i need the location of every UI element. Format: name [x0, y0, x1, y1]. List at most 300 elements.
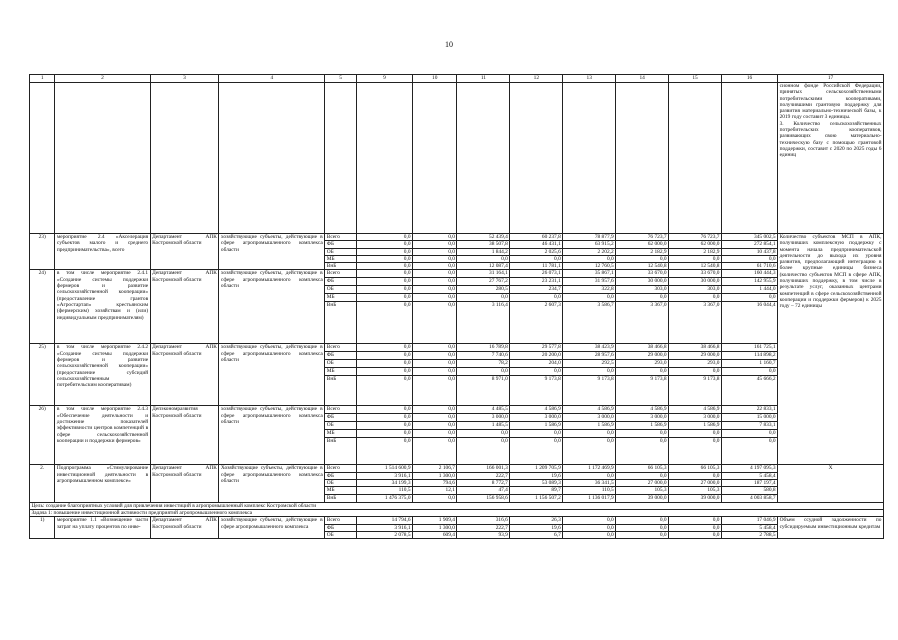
- value-cell: 5 458,4: [722, 472, 778, 479]
- value-cell: 0,0: [356, 302, 412, 344]
- value-cell: 0,0: [356, 438, 412, 465]
- value-cell: 3 000,0: [563, 414, 616, 422]
- responsible-executor: Департамент АПК Костромской области: [150, 234, 219, 270]
- value-cell: 3 116,4: [457, 302, 510, 344]
- value-cell: 0,0: [457, 438, 510, 465]
- value-cell: 794,6: [413, 480, 457, 487]
- value-cell: 110,5: [356, 487, 412, 494]
- recipients: хозяйствующие субъекты, действующие в сфере агропромышленного комплекса области: [219, 406, 325, 465]
- value-cell: 46 431,1: [510, 241, 563, 248]
- funding-source: ОБ: [325, 531, 357, 538]
- value-cell: 0,0: [563, 438, 616, 465]
- measure-name: Подпрограмма «Стимулирование инвестиционной деятельности в агропромышленном комплексе»: [55, 465, 150, 502]
- value-cell: 15 000,0: [722, 414, 778, 422]
- value-cell: 9 173,8: [563, 376, 616, 406]
- value-cell: 17 046,9: [722, 517, 778, 524]
- value-cell: 303,0: [669, 286, 722, 294]
- funding-source: ФБ: [325, 472, 357, 479]
- value-cell: 9 173,8: [669, 376, 722, 406]
- value-cell: 0,0: [722, 438, 778, 465]
- value-cell: 0,0: [356, 406, 412, 414]
- row-number: 24): [30, 270, 55, 344]
- row-number: 1): [30, 517, 55, 539]
- value-cell: 280,5: [457, 286, 510, 294]
- value-cell: 20 200,0: [510, 352, 563, 360]
- value-cell: 293,0: [669, 360, 722, 368]
- value-cell: 45 666,2: [722, 376, 778, 406]
- value-cell: 28 957,6: [563, 352, 616, 360]
- value-cell: 0,0: [563, 524, 616, 531]
- value-cell: 0,0: [669, 430, 722, 438]
- value-cell: 0,0: [563, 430, 616, 438]
- value-cell: 0,0: [356, 344, 412, 352]
- value-cell: 62 000,0: [669, 241, 722, 248]
- value-cell: 234,7: [510, 286, 563, 294]
- value-cell: 0,0: [356, 286, 412, 294]
- funding-source: ВнБ: [325, 438, 357, 465]
- value-cell: 0,0: [413, 430, 457, 438]
- value-cell: 0,0: [356, 263, 412, 270]
- value-cell: 3 000,0: [669, 414, 722, 422]
- value-cell: 0,0: [510, 438, 563, 465]
- value-cell: 38 507,8: [457, 241, 510, 248]
- value-cell: 29 577,8: [510, 344, 563, 352]
- value-cell: 63 915,2: [563, 241, 616, 248]
- value-cell: 1 586,9: [669, 422, 722, 430]
- value-cell: 3 367,0: [616, 302, 669, 344]
- value-cell: 1 476 375,0: [356, 494, 412, 502]
- value-cell: 0,0: [457, 294, 510, 302]
- funding-source: ВнБ: [325, 376, 357, 406]
- value-cell: 39 000,0: [669, 494, 722, 502]
- value-cell: 0,0: [356, 248, 412, 255]
- value-cell: 2 025,6: [510, 248, 563, 255]
- value-cell: 105,3: [616, 487, 669, 494]
- value-cell: 0,0: [413, 234, 457, 241]
- value-cell: 0,0: [669, 294, 722, 302]
- measure-name: мероприятие 1.1 «Возмещение части затрат на уплату процентов по инве-: [55, 517, 150, 539]
- value-cell: 33 670,0: [616, 270, 669, 278]
- col-header: 2: [55, 75, 150, 83]
- funding-source: Всего: [325, 234, 357, 241]
- value-cell: 8 971,0: [457, 376, 510, 406]
- table-body: [30, 75, 884, 539]
- value-cell: 34 199,3: [356, 480, 412, 487]
- value-cell: 204,0: [510, 360, 563, 368]
- funding-source: Всего: [325, 465, 357, 472]
- table-row: [30, 270, 884, 278]
- funding-source: ФБ: [325, 352, 357, 360]
- value-cell: 609,4: [413, 531, 457, 538]
- value-cell: 11 781,1: [510, 263, 563, 270]
- value-cell: 0,0: [616, 430, 669, 438]
- value-cell: 1 485,5: [457, 422, 510, 430]
- value-cell: 0,0: [669, 472, 722, 479]
- value-cell: 0,0: [722, 368, 778, 376]
- value-cell: 0,0: [413, 302, 457, 344]
- value-cell: 78 877,9: [563, 234, 616, 241]
- value-cell: 89,7: [510, 487, 563, 494]
- value-cell: 3 916,1: [356, 524, 412, 531]
- value-cell: 27 000,0: [669, 480, 722, 487]
- row-number: 26): [30, 406, 55, 465]
- value-cell: 0,0: [722, 255, 778, 262]
- value-cell: 345 002,5: [722, 234, 778, 241]
- value-cell: 47,4: [457, 487, 510, 494]
- responsible-executor: Департамент АПК Костромской области: [150, 344, 219, 406]
- value-cell: 0,0: [356, 422, 412, 430]
- col-header: 16: [722, 75, 778, 83]
- responsible-executor: Депэкономразвития Костромской области: [150, 406, 219, 465]
- value-cell: 22 833,1: [722, 406, 778, 414]
- value-cell: 30 000,0: [669, 278, 722, 286]
- value-cell: 0,0: [669, 531, 722, 538]
- value-cell: 0,0: [563, 368, 616, 376]
- value-cell: 161 725,1: [722, 344, 778, 352]
- value-cell: 3 000,0: [510, 414, 563, 422]
- value-cell: 0,0: [356, 360, 412, 368]
- table-row: [30, 517, 884, 524]
- value-cell: 8 772,7: [457, 480, 510, 487]
- funding-source: ВнБ: [325, 263, 357, 270]
- value-cell: 52 439,4: [457, 234, 510, 241]
- value-cell: 76 723,7: [616, 234, 669, 241]
- value-cell: 4 003 858,7: [722, 494, 778, 502]
- value-cell: 12 087,4: [457, 263, 510, 270]
- col-header: 17: [778, 75, 884, 83]
- value-cell: 4 586,9: [510, 406, 563, 414]
- value-cell: 12 540,8: [616, 263, 669, 270]
- value-cell: 14 794,6: [356, 517, 412, 524]
- value-cell: 0,0: [413, 494, 457, 502]
- value-cell: 2 182,9: [669, 248, 722, 255]
- value-cell: 38 466,8: [616, 344, 669, 352]
- value-cell: 4 586,9: [669, 406, 722, 414]
- value-cell: 0,0: [413, 270, 457, 278]
- value-cell: 0,0: [616, 368, 669, 376]
- indicator-note-msp: Количество субъектов МСП в АПК, получивших комплексную поддержку с момента начала предпринимательской деятельности до выхода их уровня развития, предполагающий интеграцию в более крупные единицы бизнеса (количество субъектов МСП в сфере АПК, получивших поддержку, в том числе в результате услуг, оказанных центрами компетенций в сфере сельскохозяйственной кооперации и поддержки фермеров) к 2025 году – 72 единицы: [778, 234, 884, 465]
- col-header: 13: [563, 75, 616, 83]
- value-cell: 0,0: [669, 255, 722, 262]
- value-cell: 0,0: [669, 524, 722, 531]
- value-cell: 78,2: [457, 360, 510, 368]
- funding-source: ФБ: [325, 278, 357, 286]
- value-cell: 0,0: [413, 278, 457, 286]
- value-cell: 0,0: [413, 294, 457, 302]
- value-cell: 2 607,3: [510, 302, 563, 344]
- value-cell: 0,0: [356, 376, 412, 406]
- value-cell: 4 586,9: [563, 406, 616, 414]
- responsible-executor: Департамент АПК Костромской области: [150, 465, 219, 502]
- value-cell: 0,0: [510, 255, 563, 262]
- value-cell: 35 867,1: [563, 270, 616, 278]
- task-text: Задача 1: повышение инвестиционной активности предприятий агропромышленного комплекса: [30, 509, 884, 516]
- value-cell: 0,0: [413, 241, 457, 248]
- value-cell: 0,0: [413, 360, 457, 368]
- value-cell: 0,0: [510, 368, 563, 376]
- value-cell: 53 089,3: [510, 480, 563, 487]
- value-cell: 0,0: [356, 430, 412, 438]
- funding-source: Всего: [325, 517, 357, 524]
- value-cell: 0,0: [616, 531, 669, 538]
- recipients: хозяйствующие субъекты, действующие в сфере агропромышленного комплекса: [219, 517, 325, 539]
- value-cell: 9 173,8: [616, 376, 669, 406]
- col-header: 5: [325, 75, 357, 83]
- value-cell: 0,0: [413, 414, 457, 422]
- continuation-row: [30, 83, 884, 234]
- value-cell: 19,6: [510, 472, 563, 479]
- value-cell: 12,1: [413, 487, 457, 494]
- funding-source: ОБ: [325, 248, 357, 255]
- value-cell: 0,0: [563, 517, 616, 524]
- responsible-executor: Департамент АПК Костромской области: [150, 517, 219, 539]
- recipients: Хозяйствующие субъекты, действующие в сфере агропромышленного комплекса области: [219, 465, 325, 502]
- value-cell: 222,7: [457, 472, 510, 479]
- value-cell: 0,0: [356, 352, 412, 360]
- funding-source: ФБ: [325, 241, 357, 248]
- value-cell: 1 160,7: [722, 360, 778, 368]
- value-cell: 29 000,0: [616, 352, 669, 360]
- value-cell: 0,0: [356, 241, 412, 248]
- value-cell: 38 466,8: [669, 344, 722, 352]
- col-header: 4: [219, 75, 325, 83]
- table-row: [30, 465, 884, 472]
- col-header: 14: [616, 75, 669, 83]
- recipients: хозяйствующие субъекты, действующие в сфере агропромышленного комплекса области: [219, 234, 325, 270]
- value-cell: 27 767,2: [457, 278, 510, 286]
- value-cell: 30 000,0: [616, 278, 669, 286]
- value-cell: 1 300,0: [413, 472, 457, 479]
- value-cell: 0,0: [356, 294, 412, 302]
- value-cell: 0,0: [413, 286, 457, 294]
- value-cell: 1 844,2: [457, 248, 510, 255]
- value-cell: 1 209 705,9: [510, 465, 563, 472]
- value-cell: 3 000,0: [616, 414, 669, 422]
- value-cell: 62 000,0: [616, 241, 669, 248]
- value-cell: 105,3: [669, 487, 722, 494]
- value-cell: 322,8: [563, 286, 616, 294]
- col-header: 15: [669, 75, 722, 83]
- task-row: [30, 509, 884, 516]
- value-cell: 31 164,1: [457, 270, 510, 278]
- value-cell: 76 723,7: [669, 234, 722, 241]
- col-header: 3: [150, 75, 219, 83]
- value-cell: 1 300,0: [413, 524, 457, 531]
- value-cell: 39 000,0: [616, 494, 669, 502]
- value-cell: 0,0: [616, 294, 669, 302]
- goal-text: Цель: создание благоприятных условий для привлечения инвестиций в агропромышленный комплекс Костромской области: [30, 502, 884, 509]
- value-cell: 1 586,9: [616, 422, 669, 430]
- value-cell: 0,0: [669, 438, 722, 465]
- table-row: [30, 344, 884, 352]
- value-cell: 272 854,1: [722, 241, 778, 248]
- value-cell: 26,3: [510, 517, 563, 524]
- top-note: сионном фонде Российской Федерации, принятых сельскохозяйственными потребительскими кооперативами, получившими грантовую поддержку для развития материально-технической базы, к 2019 году составит 3 единицы. 3. Количество сельскохозяйственных потребительских кооперативов, развивающих свою материально-техническую базу с помощью грантовой поддержки, составит с 2020 по 2025 годы 6 единиц: [778, 83, 884, 234]
- value-cell: 0,0: [356, 255, 412, 262]
- value-cell: 0,0: [356, 414, 412, 422]
- value-cell: 16 789,8: [457, 344, 510, 352]
- value-cell: 2 078,5: [356, 531, 412, 538]
- value-cell: 2 202,2: [563, 248, 616, 255]
- value-cell: 4 485,5: [457, 406, 510, 414]
- value-cell: 0,0: [616, 524, 669, 531]
- value-cell: 0,0: [356, 270, 412, 278]
- page-number: 10: [445, 40, 453, 49]
- value-cell: 23 231,1: [510, 278, 563, 286]
- col-header: 1: [30, 75, 55, 83]
- value-cell: 3 916,1: [356, 472, 412, 479]
- value-cell: 0,0: [616, 255, 669, 262]
- value-cell: 0,0: [413, 406, 457, 414]
- value-cell: 36 341,5: [563, 480, 616, 487]
- table-row: [30, 234, 884, 241]
- value-cell: 0,0: [616, 472, 669, 479]
- value-cell: 93,9: [457, 531, 510, 538]
- value-cell: 0,0: [413, 368, 457, 376]
- value-cell: 0,0: [457, 430, 510, 438]
- value-cell: 7 740,6: [457, 352, 510, 360]
- col-header: 10: [413, 75, 457, 83]
- col-header: 9: [356, 75, 412, 83]
- value-cell: 0,0: [563, 531, 616, 538]
- funding-source: МБ: [325, 430, 357, 438]
- funding-source: ВнБ: [325, 494, 357, 502]
- funding-source: ФБ: [325, 414, 357, 422]
- row-number: 2.: [30, 465, 55, 502]
- value-cell: 110,5: [563, 487, 616, 494]
- measure-name: в том числе мероприятие 2.4.1 «Создание системы поддержки фермеров и развитие сельскохозяйственной кооперации» (предоставление грантов «Агростартап» крестьянским (фермерским) хозяйствам и (или) индивидуальным предпринимателям): [55, 270, 150, 344]
- header-row: [30, 75, 884, 83]
- value-cell: 16 044,4: [722, 302, 778, 344]
- value-cell: 61 710,6: [722, 263, 778, 270]
- value-cell: 4 586,9: [616, 406, 669, 414]
- value-cell: 3 586,7: [563, 302, 616, 344]
- value-cell: 580,8: [722, 487, 778, 494]
- value-cell: 0,0: [563, 255, 616, 262]
- value-cell: 0,0: [413, 263, 457, 270]
- value-cell: 0,0: [563, 472, 616, 479]
- funding-source: ОБ: [325, 422, 357, 430]
- col-header: 12: [510, 75, 563, 83]
- value-cell: 0,0: [413, 352, 457, 360]
- measure-name: мероприятие 2.4 «Акселерация субъектов малого и среднего предпринимательства», всего: [55, 234, 150, 270]
- row-number: 25): [30, 344, 55, 406]
- value-cell: 166 001,3: [457, 465, 510, 472]
- value-cell: 5 458,4: [722, 524, 778, 531]
- funding-source: ОБ: [325, 286, 357, 294]
- value-cell: 316,6: [457, 517, 510, 524]
- value-cell: 114 898,2: [722, 352, 778, 360]
- recipients: хозяйствующие субъекты, действующие в сфере агропромышленного комплекса области: [219, 270, 325, 344]
- value-cell: 0,0: [669, 517, 722, 524]
- value-cell: 0,0: [356, 368, 412, 376]
- value-cell: 1 586,9: [563, 422, 616, 430]
- value-cell: 0,0: [722, 294, 778, 302]
- value-cell: 0,0: [356, 278, 412, 286]
- value-cell: 0,0: [722, 430, 778, 438]
- value-cell: 4 197 095,3: [722, 465, 778, 472]
- value-cell: 33 670,0: [669, 270, 722, 278]
- value-cell: 293,0: [616, 360, 669, 368]
- value-cell: 0,0: [457, 255, 510, 262]
- value-cell: 0,0: [413, 422, 457, 430]
- value-cell: 2 788,5: [722, 531, 778, 538]
- funding-source: Всего: [325, 344, 357, 352]
- funding-source: МБ: [325, 255, 357, 262]
- value-cell: 19,6: [510, 524, 563, 531]
- goal-row: [30, 502, 884, 509]
- value-cell: 12 760,5: [563, 263, 616, 270]
- col-header: 11: [457, 75, 510, 83]
- measure-name: в том числе мероприятие 2.4.2 «Создание системы поддержки фермеров и развитие сельскохозяйственной кооперации» (предоставление субсидий сельскохозяйственным потребительским кооперативам): [55, 344, 150, 406]
- value-cell: 2 106,7: [413, 465, 457, 472]
- funding-source: ОБ: [325, 360, 357, 368]
- indicator-note-credit: Объем ссудной задолженности по субсидируемым инвестиционным кредитам: [778, 517, 884, 539]
- value-cell: 26 073,1: [510, 270, 563, 278]
- value-cell: 1 444,0: [722, 286, 778, 294]
- value-cell: 0,0: [413, 248, 457, 255]
- value-cell: 38 423,9: [563, 344, 616, 352]
- funding-source: ОБ: [325, 480, 357, 487]
- value-cell: 0,0: [616, 517, 669, 524]
- table-row: [30, 406, 884, 414]
- value-cell: 0,0: [413, 255, 457, 262]
- value-cell: 0,0: [616, 438, 669, 465]
- value-cell: 160 444,3: [722, 270, 778, 278]
- value-cell: 0,0: [457, 368, 510, 376]
- value-cell: 0,0: [413, 376, 457, 406]
- value-cell: 303,0: [616, 286, 669, 294]
- funding-source: МБ: [325, 487, 357, 494]
- value-cell: 29 000,0: [669, 352, 722, 360]
- value-cell: 0,0: [510, 294, 563, 302]
- value-cell: 156 958,6: [457, 494, 510, 502]
- funding-source: ВнБ: [325, 302, 357, 344]
- value-cell: 60 237,8: [510, 234, 563, 241]
- value-cell: 12 540,8: [669, 263, 722, 270]
- value-cell: 0,0: [510, 430, 563, 438]
- funding-source: МБ: [325, 294, 357, 302]
- value-cell: 10 437,8: [722, 248, 778, 255]
- value-cell: 1 586,9: [510, 422, 563, 430]
- value-cell: 3 000,0: [457, 414, 510, 422]
- value-cell: 1 172 469,9: [563, 465, 616, 472]
- subprogram-note: X: [778, 465, 884, 502]
- funding-source: Всего: [325, 270, 357, 278]
- value-cell: 0,0: [413, 344, 457, 352]
- recipients: хозяйствующие субъекты, действующие в сфере агропромышленного комплекса области: [219, 344, 325, 406]
- value-cell: 3 367,0: [669, 302, 722, 344]
- value-cell: 66 105,3: [669, 465, 722, 472]
- value-cell: 66 105,3: [616, 465, 669, 472]
- value-cell: 6,7: [510, 531, 563, 538]
- row-number: 23): [30, 234, 55, 270]
- funding-source: ФБ: [325, 524, 357, 531]
- value-cell: 1 136 017,9: [563, 494, 616, 502]
- funding-source: МБ: [325, 368, 357, 376]
- responsible-executor: Департамент АПК Костромской области: [150, 270, 219, 344]
- value-cell: 222,7: [457, 524, 510, 531]
- value-cell: 0,0: [669, 368, 722, 376]
- value-cell: 187 197,4: [722, 480, 778, 487]
- value-cell: 0,0: [563, 294, 616, 302]
- value-cell: 1 514 600,9: [356, 465, 412, 472]
- measure-name: в том числе мероприятие 2.4.3 «Обеспечение деятельности и достижение показателей эффективности центров компетенций в сфере сельскохозяйственной кооперации и поддержки фермеров»: [55, 406, 150, 465]
- value-cell: 27 000,0: [616, 480, 669, 487]
- value-cell: 292,5: [563, 360, 616, 368]
- program-table: [29, 74, 884, 539]
- funding-source: Всего: [325, 406, 357, 414]
